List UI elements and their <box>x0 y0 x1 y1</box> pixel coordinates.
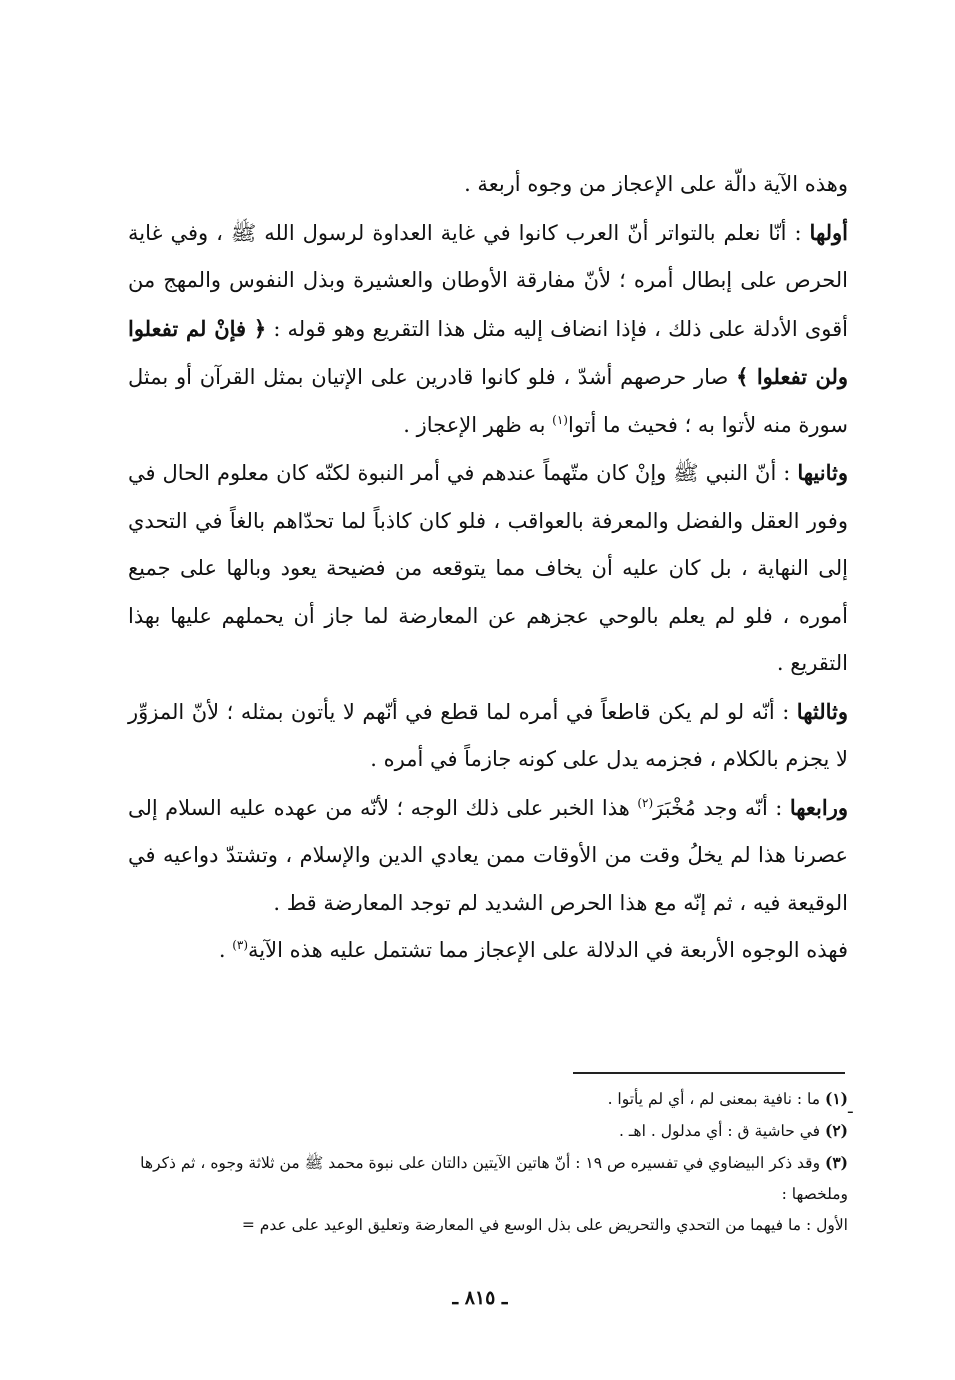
paragraph-lead: ورابعها <box>789 794 848 820</box>
paragraph-conclusion <box>128 927 848 975</box>
page-number: ـ ٨١٥ ـ <box>452 1287 508 1309</box>
paragraph-first-aspect <box>128 209 848 450</box>
footnote-text: الأول : ما فيهما من التحدي والتحريض على بذل الوسع في المعارضة وتعليق الوعيد على عدم = <box>241 1216 848 1234</box>
footnote-text: وقد ذكر البيضاوي في تفسيره ص ١٩ : أنّ هاتين الآيتين دالتان على نبوة محمد ﷺ من ثلاثة وجوه ، ثم ذكرها وملخصها : <box>140 1154 848 1203</box>
footnote-text: ما : نافية بمعنى لم ، أي لم يأتوا . <box>607 1090 825 1108</box>
paragraph-third-aspect <box>128 688 848 784</box>
footnote-dash: ـ <box>848 1098 853 1117</box>
paragraph-intro <box>128 160 848 209</box>
footnote-marker: (٢) <box>637 795 654 810</box>
paragraph-text: وهذه الآية دالّة على الإعجاز من وجوه أربعة . <box>464 172 848 196</box>
footnote-1 <box>104 1083 848 1115</box>
footnote-3-continued <box>104 1210 848 1241</box>
paragraph-second-aspect <box>128 449 848 688</box>
footnote-number: (١) <box>824 1089 848 1108</box>
paragraph-lead: وثانيها <box>797 460 848 485</box>
footnote-2 <box>104 1115 848 1147</box>
footnote-separator <box>573 1072 845 1074</box>
paragraph-text: : أنّا نعلم بالتواتر أنّ العرب كانوا في غاية العداوة لرسول الله ﷺ ، وفي غاية الحرص على إبطال أمره ؛ لأنّ مفارقة الأوطان والعشيرة وبذل النفوس والمهج من أقوى الأدلة على ذلك ، فإذا انضاف إليه مثل هذا التقريع وهو قوله : <box>128 220 848 341</box>
footnote-number: (٣) <box>824 1153 848 1172</box>
footnote-3 <box>104 1147 848 1210</box>
footnote-marker: (١) <box>552 412 568 427</box>
footnote-number: (٢) <box>824 1121 848 1140</box>
quran-quote: ﴿ فإنْ لم تفعلوا ولن تفعلوا ﴾ <box>128 315 849 389</box>
paragraph-text-end: هذا الخبر على ذلك الوجه ؛ لأنّه من عهده عليه السلام إلى عصرنا هذا لم يخلُ وقت من الأوقات ممن يعادي الدين والإسلام ، وتشتدّ دواعيه في الوقيعة فيه ، ثم إنّه مع هذا الحرص الشديد لم توجد المعارضة قط . <box>128 795 848 915</box>
paragraph-text: : أنّه وجد مُخْبَرَ <box>653 795 790 820</box>
paragraph-text: فهذه الوجوه الأربعة في الدلالة على الإعجاز مما تشتمل عليه هذه الآية <box>248 938 848 962</box>
footnotes <box>104 1083 848 1241</box>
paragraph-lead: أولها <box>809 219 848 245</box>
paragraph-text-end: به ظهر الإعجاز . <box>403 412 553 437</box>
footnote-text: في حاشية ق : أي مدلول . اهـ . <box>619 1122 825 1140</box>
paragraph-text: : أنّ النبي ﷺ وإنْ كان متّهماً عندهم في أمر النبوة لكنّه كان معلوم الحال في وفور العقل والفضل والمعرفة بالعواقب ، فلو كان كاذباً لما تحدّاهم بالغاً في التحدي إلى النهاية ، بل كان عليه أن يخاف مما يتوقعه من فضيحة يعود وبالها على جميع أموره ، فلو لم يعلم بالوحي عجزهم عن المعارضة لما جاز أن يحملهم عليها بهذا التقريع . <box>128 461 848 675</box>
paragraph-lead: وثالثها <box>796 698 848 724</box>
paragraph-text-continued: صار حرصهم أشدّ ، فلو كانوا قادرين على الإتيان بمثل القرآن أو بمثل سورة منه لأتوا به ؛ فحيث ما أتوا <box>128 365 848 437</box>
main-text <box>128 160 848 975</box>
paragraph-fourth-aspect <box>128 784 848 928</box>
paragraph-text-end: . <box>218 938 233 962</box>
footnote-marker: (٣) <box>232 938 249 952</box>
paragraph-text: : أنّه لو لم يكن قاطعاً في أمره لما قطع في أنّهم لا يأتون بمثله ؛ لأنّ المزوِّر لا يجزم بالكلام ، فجزمه يدل على كونه جازماً في أمره . <box>128 699 848 771</box>
